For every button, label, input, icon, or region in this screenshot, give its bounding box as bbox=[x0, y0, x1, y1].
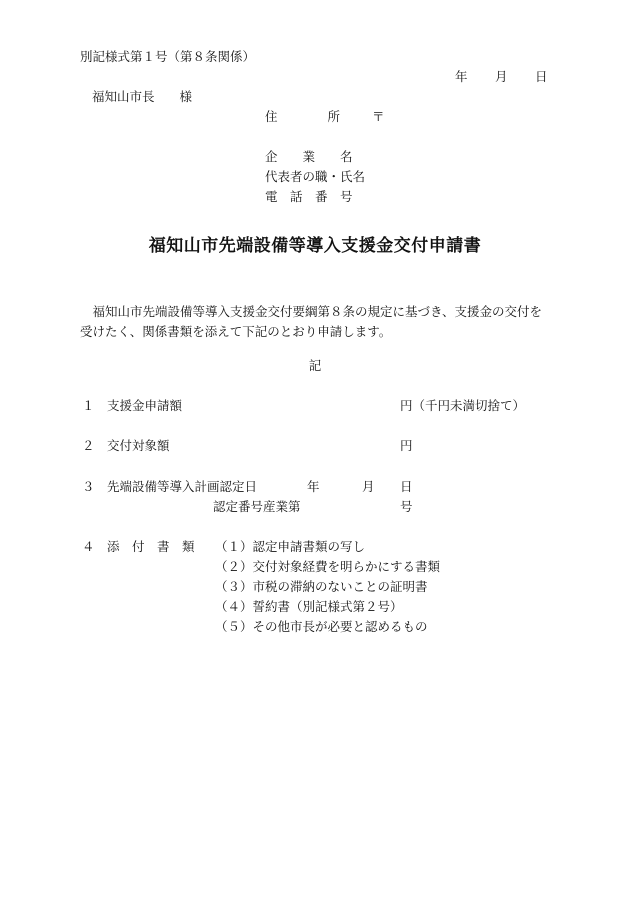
document-title: 福知山市先端設備等導入支援金交付申請書 bbox=[148, 236, 482, 256]
representative-label: 代表者の職・氏名 bbox=[265, 169, 366, 184]
attachment-item: （５）その他市長が必要と認めるもの bbox=[215, 619, 428, 634]
item-2-unit: 円 bbox=[400, 438, 413, 453]
address-label: 住 所 bbox=[265, 109, 341, 124]
ki-heading: 記 bbox=[308, 358, 322, 373]
date-month-label: 月 bbox=[495, 69, 508, 84]
item-4-number: ４ bbox=[82, 539, 95, 554]
certification-number-label: 認定番号産業第 bbox=[213, 499, 301, 514]
item-3-month: 月 bbox=[362, 479, 375, 494]
item-4-label: 添 付 書 類 bbox=[107, 539, 195, 554]
addressee: 福知山市長 様 bbox=[92, 89, 193, 104]
item-3-number: ３ bbox=[82, 479, 95, 494]
item-1-number: １ bbox=[82, 398, 95, 413]
item-1-label: 支援金申請額 bbox=[107, 398, 183, 413]
item-1-unit: 円（千円未満切捨て） bbox=[400, 398, 526, 413]
postal-mark: 〒 bbox=[372, 109, 385, 124]
certification-number-unit: 号 bbox=[400, 499, 413, 514]
item-3-year: 年 bbox=[307, 479, 320, 494]
attachment-item: （１）認定申請書類の写し bbox=[215, 539, 366, 554]
item-3-day: 日 bbox=[400, 479, 413, 494]
date-year-label: 年 bbox=[455, 69, 468, 84]
attachment-item: （３）市税の滞納のないことの証明書 bbox=[215, 579, 428, 594]
company-name-label: 企 業 名 bbox=[265, 149, 353, 164]
attachment-item: （２）交付対象経費を明らかにする書類 bbox=[215, 559, 441, 574]
item-2-number: ２ bbox=[82, 438, 95, 453]
body-text: 福知山市先端設備等導入支援金交付要綱第８条の規定に基づき、支援金の交付を受けたく、関係書類を添えて下記のとおり申請します。 bbox=[80, 304, 543, 339]
form-label: 別記様式第１号（第８条関係） bbox=[80, 49, 256, 64]
item-3-label: 先端設備等導入計画認定日 bbox=[107, 479, 258, 494]
phone-number-label: 電 話 番 号 bbox=[265, 189, 353, 204]
attachment-item: （４）誓約書（別記様式第２号） bbox=[215, 599, 403, 614]
date-day-label: 日 bbox=[535, 69, 548, 84]
item-2-label: 交付対象額 bbox=[107, 438, 170, 453]
